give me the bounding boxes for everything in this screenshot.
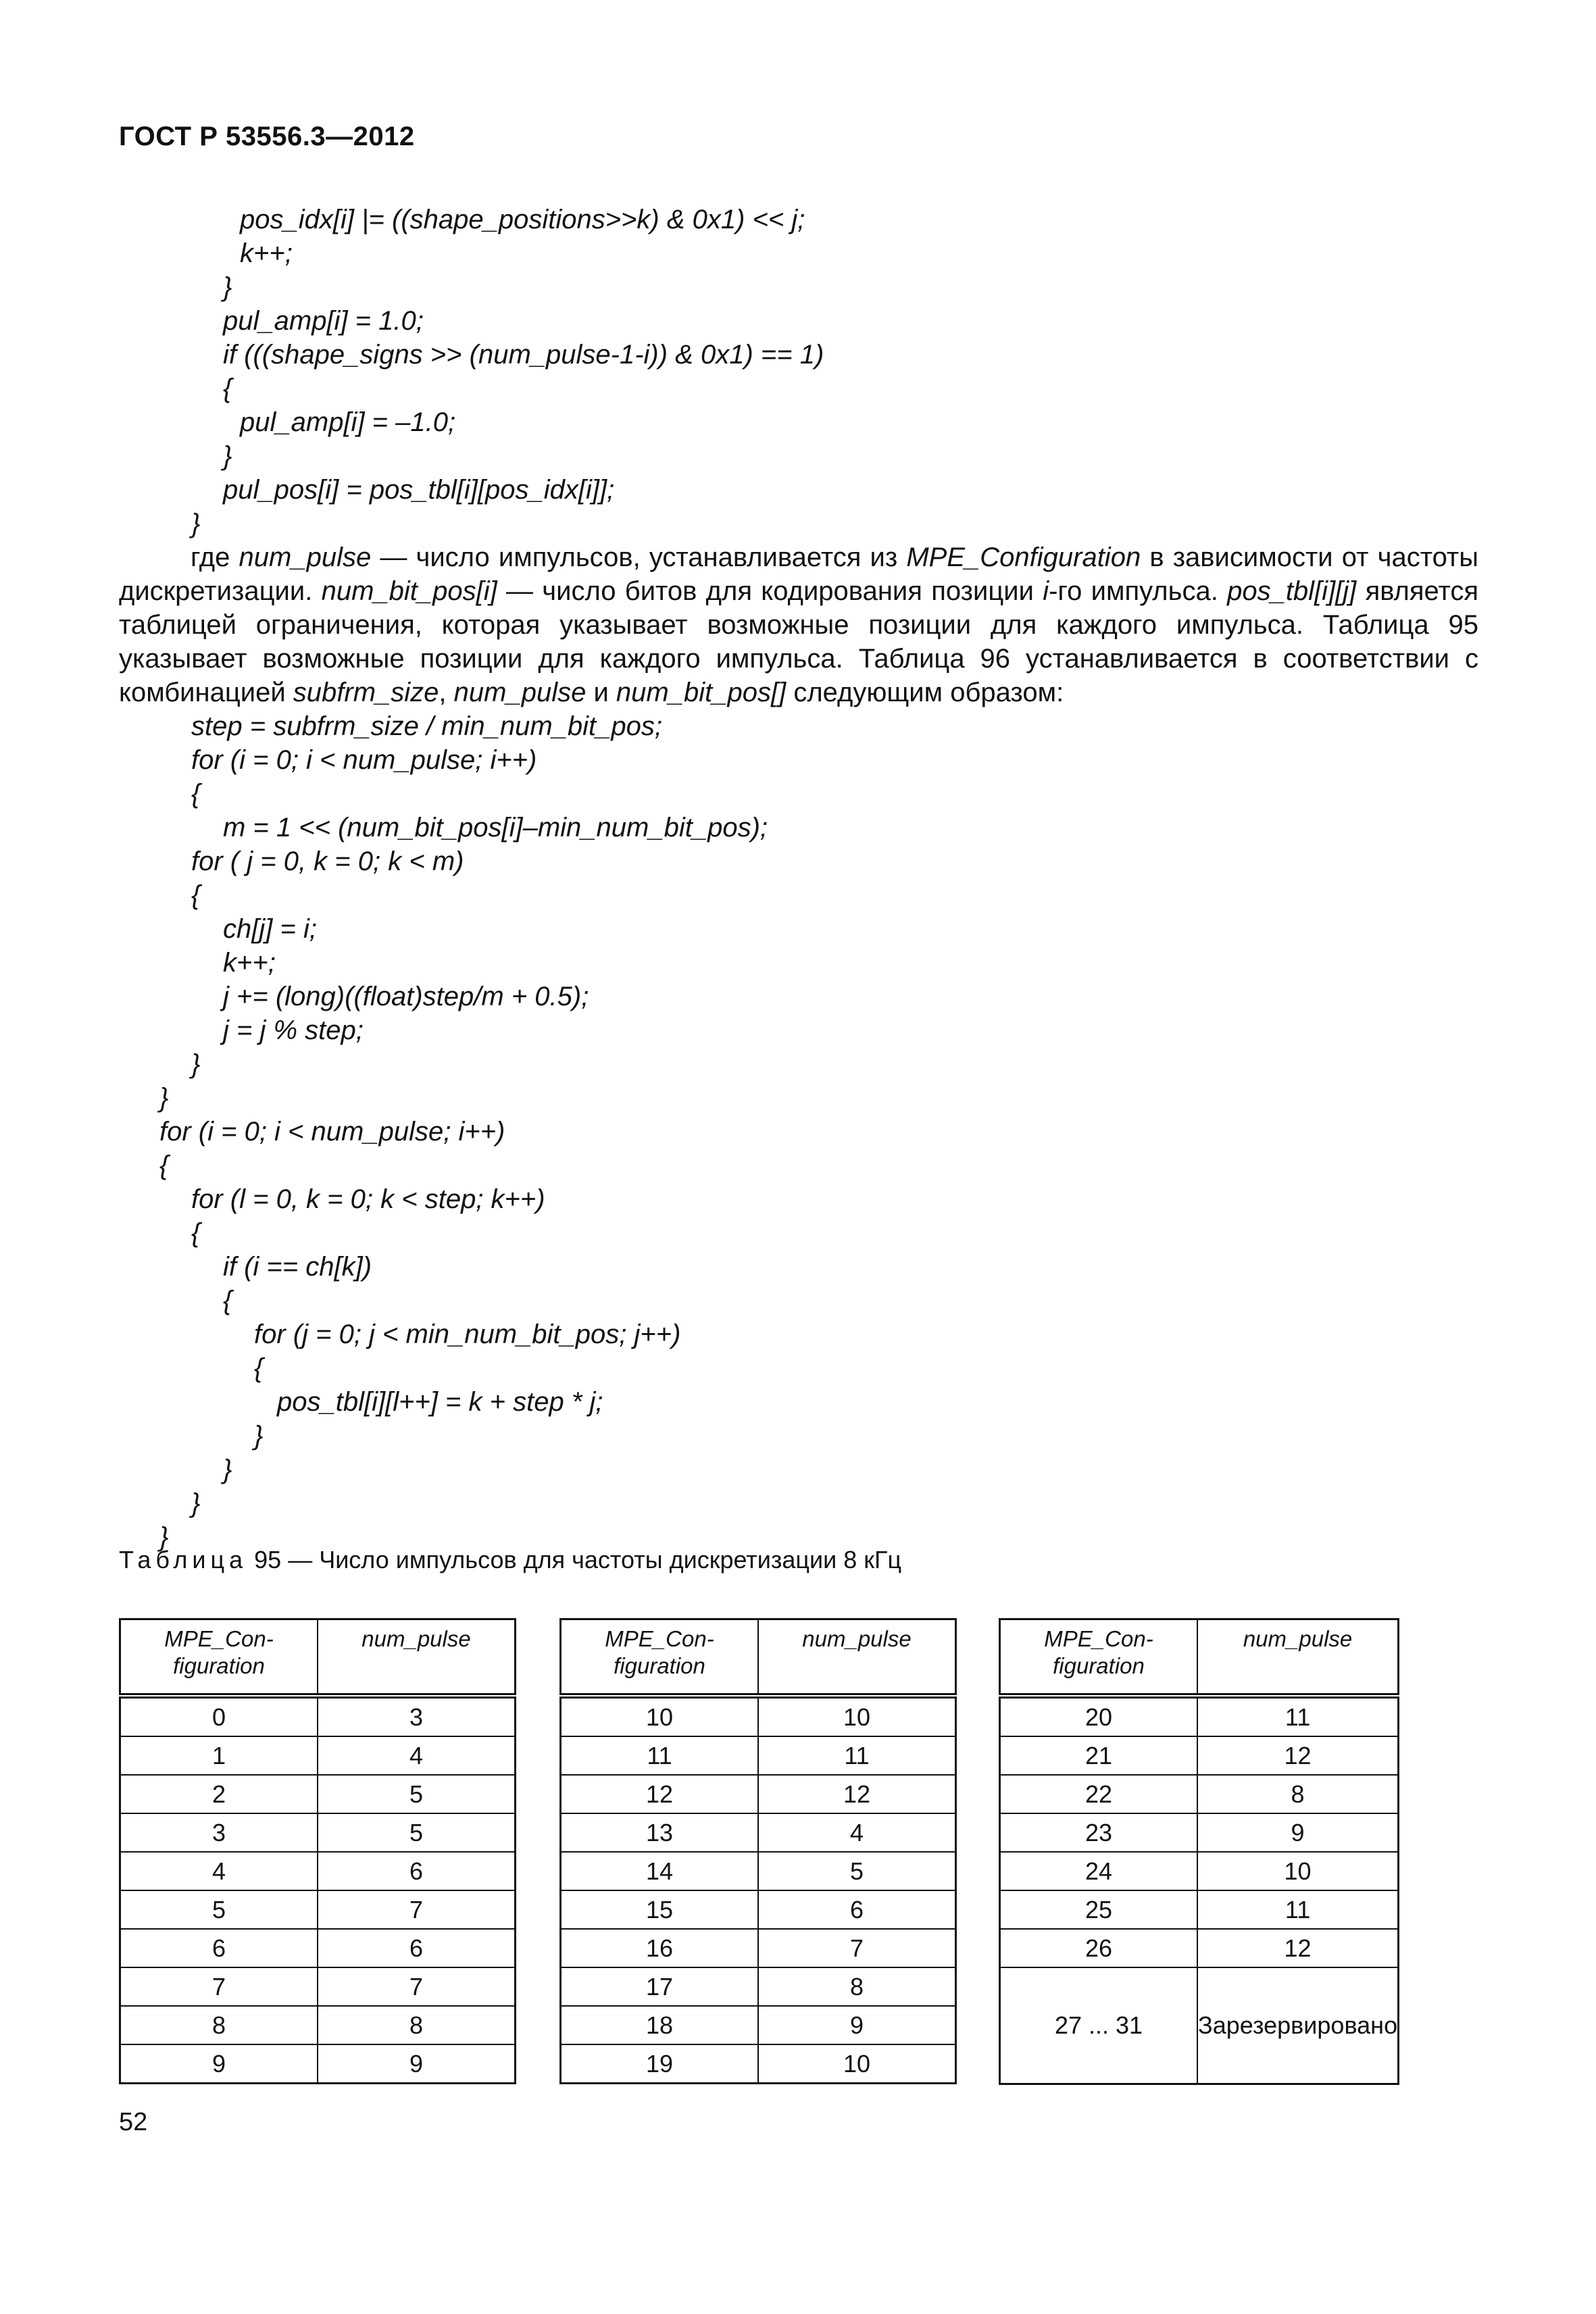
table-row <box>120 1736 516 1775</box>
code-line: { <box>254 1353 264 1383</box>
table-row <box>120 1890 516 1929</box>
config-cell: 13 <box>561 1813 759 1852</box>
pulse-cell: 7 <box>318 1967 516 2006</box>
config-cell: 20 <box>1000 1696 1198 1736</box>
pulse-cell: 5 <box>758 1852 956 1890</box>
table-row <box>120 2044 516 2084</box>
config-cell: 26 <box>1000 1929 1198 1967</box>
table-row <box>561 2006 956 2044</box>
config-cell: 19 <box>561 2044 759 2084</box>
table-row <box>120 1929 516 1967</box>
table-row <box>1000 1890 1399 1929</box>
pulse-cell: 7 <box>318 1890 516 1929</box>
code-line: j = j % step; <box>223 1015 364 1045</box>
table-caption-text: 95 — Число импульсов для частоты дискретизации 8 кГц <box>247 1546 902 1574</box>
pulse-cell: 5 <box>318 1813 516 1852</box>
table-row <box>561 1852 956 1890</box>
pulse-cell: 10 <box>758 1696 956 1736</box>
pulse-cell: 9 <box>318 2044 516 2084</box>
code-line: if (((shape_signs >> (num_pulse-1-i)) & 0x1) == 1) <box>223 340 824 370</box>
table-row <box>561 1696 956 1736</box>
column-header-config: MPE_Con- figuration <box>120 1619 318 1696</box>
table-row <box>1000 1736 1399 1775</box>
code-line: for (i = 0; i < num_pulse; i++) <box>191 745 537 775</box>
code-line: k++; <box>240 238 293 268</box>
code-line: } <box>223 272 232 302</box>
pulse-cell: 3 <box>318 1696 516 1736</box>
pulse-cell: 11 <box>1197 1890 1399 1929</box>
column-header-config: MPE_Con- figuration <box>1000 1619 1198 1696</box>
code-line: pos_tbl[i][l++] = k + step * j; <box>277 1387 603 1417</box>
code-line: } <box>191 1488 201 1518</box>
pulse-cell: 12 <box>758 1775 956 1813</box>
table-row <box>561 1890 956 1929</box>
config-cell: 7 <box>120 1967 318 2006</box>
table-row <box>120 1696 516 1736</box>
code-line: pul_amp[i] = 1.0; <box>223 306 424 336</box>
table-row <box>1000 1929 1399 1967</box>
table-row <box>561 2044 956 2084</box>
column-header-pulse: num_pulse <box>318 1619 516 1696</box>
config-cell: 8 <box>120 2006 318 2044</box>
code-line: } <box>191 1049 201 1079</box>
config-cell: 0 <box>120 1696 318 1736</box>
table-row <box>561 1813 956 1852</box>
code-line: for (i = 0; i < num_pulse; i++) <box>159 1117 505 1147</box>
code-line: { <box>223 1286 232 1315</box>
code-line: { <box>191 779 201 809</box>
config-cell: 12 <box>561 1775 759 1813</box>
code-line: m = 1 << (num_bit_pos[i]–min_num_bit_pos); <box>223 813 768 842</box>
code-line: step = subfrm_size / min_num_bit_pos; <box>191 711 663 741</box>
config-cell: 1 <box>120 1736 318 1775</box>
config-cell: 15 <box>561 1890 759 1929</box>
code-line: } <box>254 1421 264 1451</box>
code-line: for (j = 0; j < min_num_bit_pos; j++) <box>254 1319 681 1349</box>
table-row <box>1000 1967 1399 2084</box>
config-table-1 <box>119 1618 516 2084</box>
code-line: { <box>223 374 232 403</box>
config-cell: 17 <box>561 1967 759 2006</box>
config-table-2 <box>559 1618 957 2084</box>
config-cell: 27 ... 31 <box>1000 1967 1198 2084</box>
table-row <box>120 1852 516 1890</box>
table-row <box>120 2006 516 2044</box>
table-row <box>120 1813 516 1852</box>
config-cell: 14 <box>561 1852 759 1890</box>
config-cell: 2 <box>120 1775 318 1813</box>
page-number: 52 <box>119 2108 148 2136</box>
table-row <box>1000 1852 1399 1890</box>
config-cell: 22 <box>1000 1775 1198 1813</box>
pulse-cell: 4 <box>318 1736 516 1775</box>
code-line: for ( j = 0, k = 0; k < m) <box>191 847 464 876</box>
table-row <box>561 1929 956 1967</box>
pulse-cell: 6 <box>758 1890 956 1929</box>
code-line: } <box>223 441 232 471</box>
code-line: if (i == ch[k]) <box>223 1252 372 1282</box>
pulse-cell: 12 <box>1197 1929 1399 1967</box>
config-cell: 11 <box>561 1736 759 1775</box>
code-line: ch[j] = i; <box>223 914 317 944</box>
pulse-cell: 11 <box>758 1736 956 1775</box>
config-cell: 24 <box>1000 1852 1198 1890</box>
code-line: pul_amp[i] = –1.0; <box>240 407 456 437</box>
document-header: ГОСТ Р 53556.3—2012 <box>119 122 415 151</box>
pulse-cell: 9 <box>758 2006 956 2044</box>
table-row <box>1000 1813 1399 1852</box>
config-cell: 6 <box>120 1929 318 1967</box>
code-line: pos_idx[i] |= ((shape_positions>>k) & 0x1) << j; <box>240 205 805 234</box>
table-row <box>120 1775 516 1813</box>
description-paragraph: где num_pulse — число импульсов, устанавливается из MPE_Configuration в зависимости от частоты дискретизации. num_bit_pos[i] — число битов для кодирования позиции i-го импульса. pos_tbl[i][j] является таблицей ограничения, которая указывает возможные позиции для каждого импульса. Таблица 95 указывает возможные позиции для каждого импульса. Таблица 96 устанавливается в соответствии с комбинацией subfrm_size, num_pulse и num_bit_pos[] следующим образом: <box>119 543 1479 707</box>
pulse-cell: 6 <box>318 1929 516 1967</box>
pulse-cell: 6 <box>318 1852 516 1890</box>
pulse-cell: 8 <box>318 2006 516 2044</box>
code-line: } <box>159 1522 169 1552</box>
config-cell: 18 <box>561 2006 759 2044</box>
pulse-cell: Зарезервировано <box>1197 1967 1399 2084</box>
code-line: for (l = 0, k = 0; k < step; k++) <box>191 1184 545 1214</box>
table-row <box>120 1967 516 2006</box>
config-cell: 4 <box>120 1852 318 1890</box>
pulse-cell: 4 <box>758 1813 956 1852</box>
table-row <box>561 1736 956 1775</box>
table-row <box>1000 1696 1399 1736</box>
code-line: pul_pos[i] = pos_tbl[i][pos_idx[i]]; <box>223 475 615 505</box>
pulse-cell: 7 <box>758 1929 956 1967</box>
pulse-cell: 10 <box>1197 1852 1399 1890</box>
config-cell: 16 <box>561 1929 759 1967</box>
code-line: k++; <box>223 948 276 978</box>
code-line: } <box>223 1455 232 1484</box>
code-line: { <box>159 1151 169 1180</box>
code-line: } <box>191 509 201 538</box>
pulse-cell: 11 <box>1197 1696 1399 1736</box>
table-row <box>561 1775 956 1813</box>
code-line: j += (long)((float)step/m + 0.5); <box>223 982 589 1011</box>
pulse-cell: 8 <box>758 1967 956 2006</box>
config-table-3 <box>999 1618 1399 2085</box>
pulse-cell: 5 <box>318 1775 516 1813</box>
table-caption-label: Таблица <box>119 1546 248 1574</box>
table-row <box>561 1967 956 2006</box>
config-cell: 21 <box>1000 1736 1198 1775</box>
code-line: { <box>191 1218 201 1248</box>
config-cell: 9 <box>120 2044 318 2084</box>
config-cell: 3 <box>120 1813 318 1852</box>
config-cell: 5 <box>120 1890 318 1929</box>
pulse-cell: 9 <box>1197 1813 1399 1852</box>
pulse-cell: 10 <box>758 2044 956 2084</box>
code-line: } <box>159 1083 169 1113</box>
pulse-cell: 12 <box>1197 1736 1399 1775</box>
table-caption <box>119 1546 901 1574</box>
pulse-cell: 8 <box>1197 1775 1399 1813</box>
code-line: { <box>191 880 201 910</box>
column-header-pulse: num_pulse <box>758 1619 956 1696</box>
config-cell: 10 <box>561 1696 759 1736</box>
column-header-config: MPE_Con- figuration <box>561 1619 759 1696</box>
config-cell: 25 <box>1000 1890 1198 1929</box>
table-row <box>1000 1775 1399 1813</box>
column-header-pulse: num_pulse <box>1197 1619 1399 1696</box>
config-cell: 23 <box>1000 1813 1198 1852</box>
